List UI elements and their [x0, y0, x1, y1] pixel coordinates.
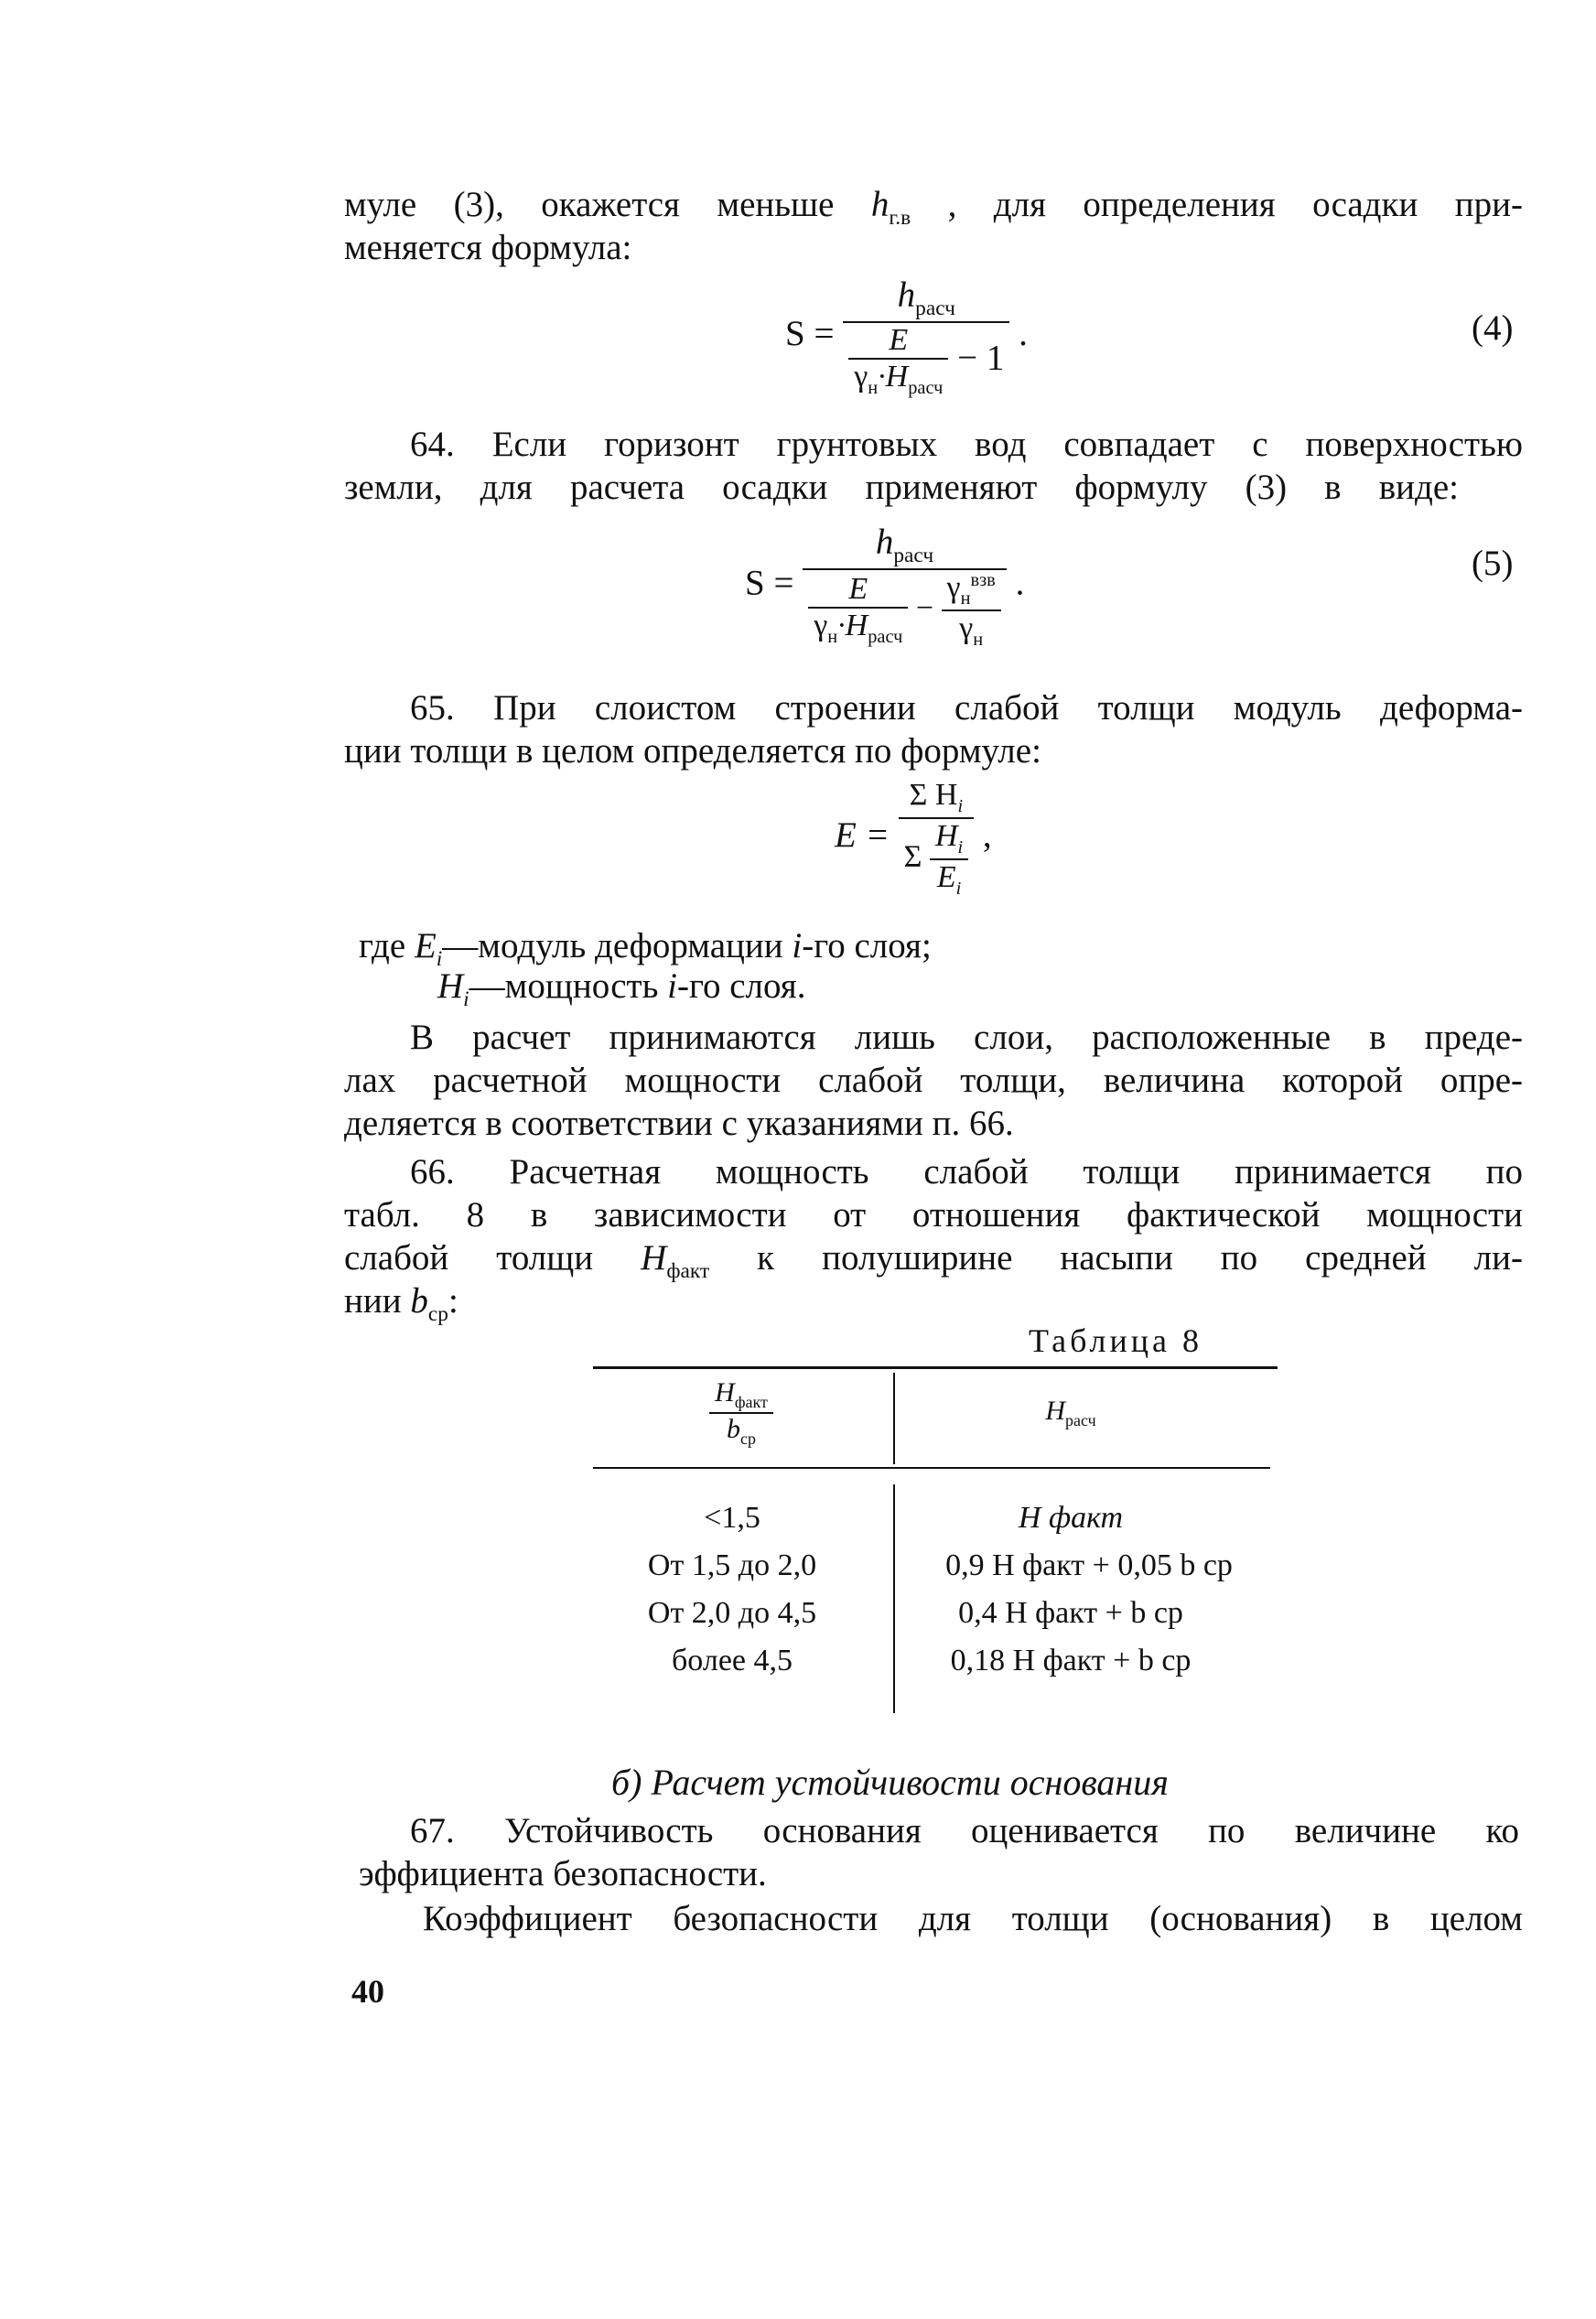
table-column-rule [893, 1484, 895, 1713]
table-cell-ratio: <1,5 [704, 1501, 760, 1535]
paragraph-line: 67. Устойчивость основания оценивается по величине ко [410, 1811, 1519, 1850]
paragraph-line: земли, для расчета осадки применяют формулу (3) в виде: [344, 468, 1459, 507]
formula-5: S = $h_{расч}$ $\frac{E}{\gamma_н\cdot H_{расч}}$ − $\frac{\gamma_н^{взв}}{\gamma_н}$ . [745, 523, 1025, 650]
definition-line: $H_i—мощность$ i-го слоя. [437, 966, 806, 1011]
paragraph-line: табл. 8 в зависимости от отношения фактической мощности [344, 1195, 1523, 1235]
formula-lhs: E = [835, 815, 890, 856]
table-cell-ratio: более 4,5 [672, 1644, 793, 1677]
page-number: 40 [351, 1973, 384, 2010]
paragraph-line: В расчет принимаются лишь слои, расположенные в преде- [410, 1018, 1523, 1057]
fraction: $h_{расч}$ $\frac{E}{\gamma_н\cdot H_{расч}}$ − $\frac{\gamma_н^{взв}}{\gamma_н}$ [803, 522, 1007, 651]
paragraph-line: деляется в соответствии с указаниями п. 66. [344, 1104, 1014, 1143]
paragraph-line: Коэффициент безопасности для толщи (основания) в целом [423, 1899, 1523, 1938]
table-cell-value: 0,4 H факт + b ср [958, 1596, 1183, 1630]
paragraph-line: лах расчетной мощности слабой толщи, величина которой опре- [344, 1061, 1523, 1100]
table-cell-value: 0,18 H факт + b ср [950, 1644, 1192, 1677]
table-caption: Таблица 8 [1029, 1322, 1202, 1359]
formula-lhs: S = [785, 313, 835, 353]
definition-line: где $E_i—модуль$ деформации i-го слоя; [359, 926, 932, 971]
paragraph-line: 64. Если горизонт грунтовых вод совпадает с поверхностью [410, 425, 1523, 464]
table-cell-value: H факт [1018, 1501, 1124, 1535]
fraction: Σ $H_i$ Σ $\frac{H_i}{E_i}$ [899, 778, 975, 899]
fraction: $h_{расч}$ $\frac{E}{\gamma_н\cdot H_{расч}}$ − 1 [843, 275, 1009, 399]
table-header-ratio: $\frac{H_{факт}}{b_{ср}}$ [641, 1377, 842, 1449]
equation-number: (4) [1472, 308, 1514, 348]
paragraph-line: 66. Расчетная мощность слабой толщи принимается по [410, 1152, 1523, 1192]
paragraph-line: муле (3), окажется меньше $h_{г.в}$ , для определения осадки при- [344, 185, 1523, 230]
table-cell-ratio: От 1,5 до 2,0 [647, 1548, 817, 1582]
formula-lhs: S = [745, 563, 794, 603]
paragraph-line: меняется формула: [344, 228, 632, 267]
paragraph-line: слабой толщи $H_{факт}$ к полуширине насыпи по средней ли- [344, 1238, 1523, 1283]
formula-4: S = $h_{расч}$ $\frac{E}{\gamma_н\cdot H_{расч}}$ − 1 . [785, 275, 1028, 398]
formula-e: E = Σ $H_i$ Σ $\frac{H_i}{E_i}$ , [835, 778, 992, 899]
table-cell-ratio: От 2,0 до 4,5 [647, 1596, 817, 1630]
table-column-rule [893, 1373, 895, 1464]
table-header-h-calc: $H_{расч}$ [1045, 1396, 1096, 1429]
table-cell-value: 0,9 H факт + 0,05 b ср [945, 1548, 1233, 1582]
equation-number: (5) [1472, 544, 1514, 583]
section-heading: б) Расчет устойчивости основания [611, 1762, 1169, 1803]
paragraph-line: эффициента безопасности. [359, 1854, 767, 1893]
paragraph-line: нии $b_{ср}$: [344, 1281, 458, 1326]
table-header-rule [593, 1467, 1270, 1469]
paragraph-line: ции толщи в целом определяется по формуле: [344, 731, 1041, 771]
table-top-rule [593, 1366, 1278, 1369]
paragraph-line: 65. При слоистом строении слабой толщи модуль деформа- [410, 688, 1523, 728]
